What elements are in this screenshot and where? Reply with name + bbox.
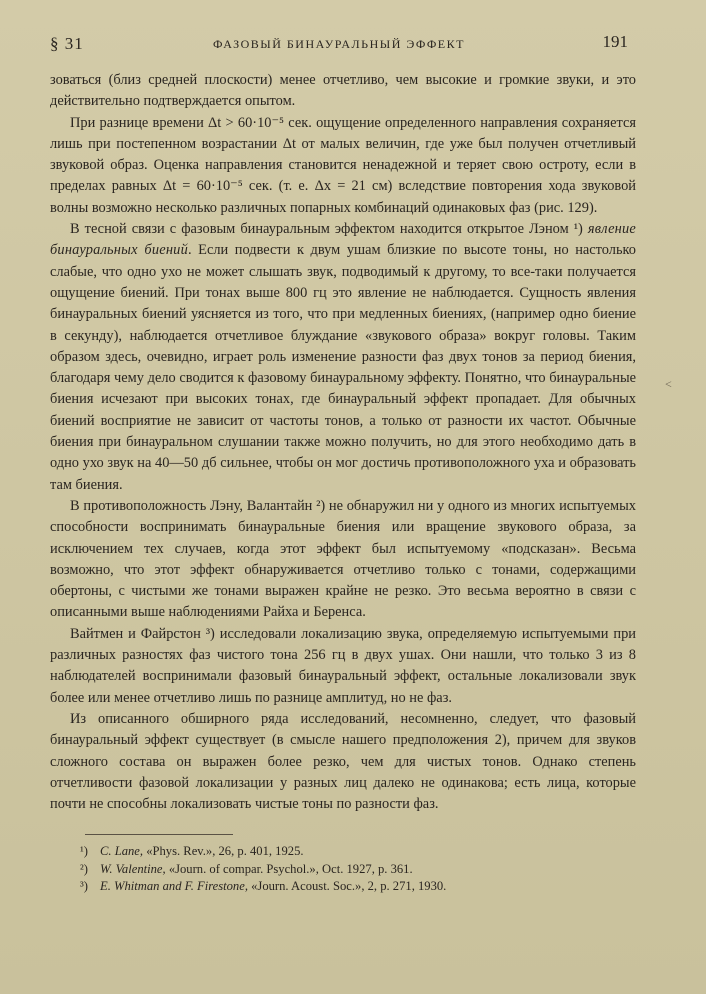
footnote-author: E. Whitman and F. Firestone, [100, 879, 248, 893]
page-number: 191 [602, 32, 628, 51]
footnote [80, 843, 640, 861]
footnote-mark: ²) [80, 861, 88, 876]
footnote [80, 878, 640, 896]
paragraph: При разнице времени Δt > 60·10⁻⁵ сек. ощущение определенного направления сохраняется лишь при постепенном возрастании Δt от малых величин, где уже был получен отчетливый звуковой образ. Оценка направления становится ненадежной и теряет свою остроту, если в пределах равных Δt = 60·10⁻⁵ сек. (т. е. Δx = 21 см) вследствие повторения хода звуковой волны возможно несколько различных попарных комбинаций одинаковых фаз (рис. 129). [50, 114, 636, 216]
paragraph: зоваться (близ средней плоскости) менее отчетливо, чем высокие и громкие звуки, и это действительно подтверждается опытом. [50, 72, 636, 110]
footnote-mark: ¹) [80, 844, 88, 858]
margin-mark: < [665, 377, 672, 391]
footnote-text: «Journ. of compar. Psychol.», Oct. 1927, p. 361. [168, 861, 413, 876]
footnote [80, 861, 640, 879]
running-title: ФАЗОВЫЙ БИНАУРАЛЬНЫЙ ЭФФЕКТ [213, 37, 465, 51]
body-text [50, 70, 636, 815]
paragraph: Вайтмен и Файрстон ³) исследовали локализацию звука, определяемую испытуемыми при различных разностях фаз чистого тона 256 гц в двух ушах. Они нашли, что только 3 из 8 наблюдателей воспринимали фазовый бинауральный эффект, остальные локализовали звук более или менее отчетливо лишь по разнице амплитуд, но не фаз. [50, 625, 636, 706]
footnote-author: W. Valentine, [100, 861, 166, 876]
page-header [50, 30, 628, 56]
paragraph-binaural-beats: В тесной связи с фазовым бинауральным эффектом находится открытое Лэном ¹) явление бинауральных биений. Если подвести к двум ушам близкие по высоте тоны, но настолько слабые, что одно ухо не может слышать звук, подводимый к другому, то все-таки получается ощущение биений. При тонах выше 800 гц это явление не наблюдается. Сущность явления бинауральных биений уясняется из того, что при медленных биениях, (например одно биение в секунду), наблюдается отчетливое блуждание «звукового образа» вокруг головы. Таким образом здесь, очевидно, играет роль изменение разности фаз двух тонов за период биения, благодаря чему дело сводится к фазовому бинауральному эффекту. Понятно, что бинауральные биения исчезают при высоких тонах, где бинауральный эффект пропадает. Для обычных биений восприятие не зависит от частоты тонов, а только от разности их частот. Обычные биения при бинауральном слушании также можно получить, но для этого необходимо дать в одно ухо звук на 40—50 дб сильнее, чтобы он мог достичь противоположного уха и образовать там биения. [50, 221, 636, 493]
paragraph: Из описанного обширного ряда исследований, несомненно, следует, что фазовый бинауральный эффект существует (в смысле нашего предположения 2), причем для звуков сложного состава он выражен более резко, чем для чистых тонов. Однако степень отчетливости фазовой локализации у разных лиц далеко не одинакова; есть лица, которые почти не способны локализовать чистые тоны по разности фаз. [50, 710, 636, 813]
footnote-author: C. Lane, [100, 844, 144, 858]
section-number: § 31 [50, 34, 84, 53]
paragraph: В противоположность Лэну, Валантайн ²) не обнаружил ни у одного из многих испытуемых способности воспринимать бинауральные биения или вращение звукового образа, за исключением тех случаев, когда этот эффект был испытуемому «подсказан». Весьма возможно, что этот эффект обнаруживается отчетливо только с тонами, содержащими обертоны, с чистыми же тонами выражен крайне не резко. Это весьма вероятно в связи с описанными выше наблюдениями Райха и Беренса. [50, 497, 636, 621]
footnote-rule [85, 834, 233, 835]
footnote-text: «Journ. Acoust. Soc.», 2, p. 271, 1930. [251, 879, 447, 893]
italic-term: явление бинауральных биений [50, 221, 636, 259]
footnotes [80, 843, 640, 896]
footnote-mark: ³) [80, 879, 88, 893]
footnote-text: «Phys. Rev.», 26, p. 401, 1925. [146, 844, 304, 858]
